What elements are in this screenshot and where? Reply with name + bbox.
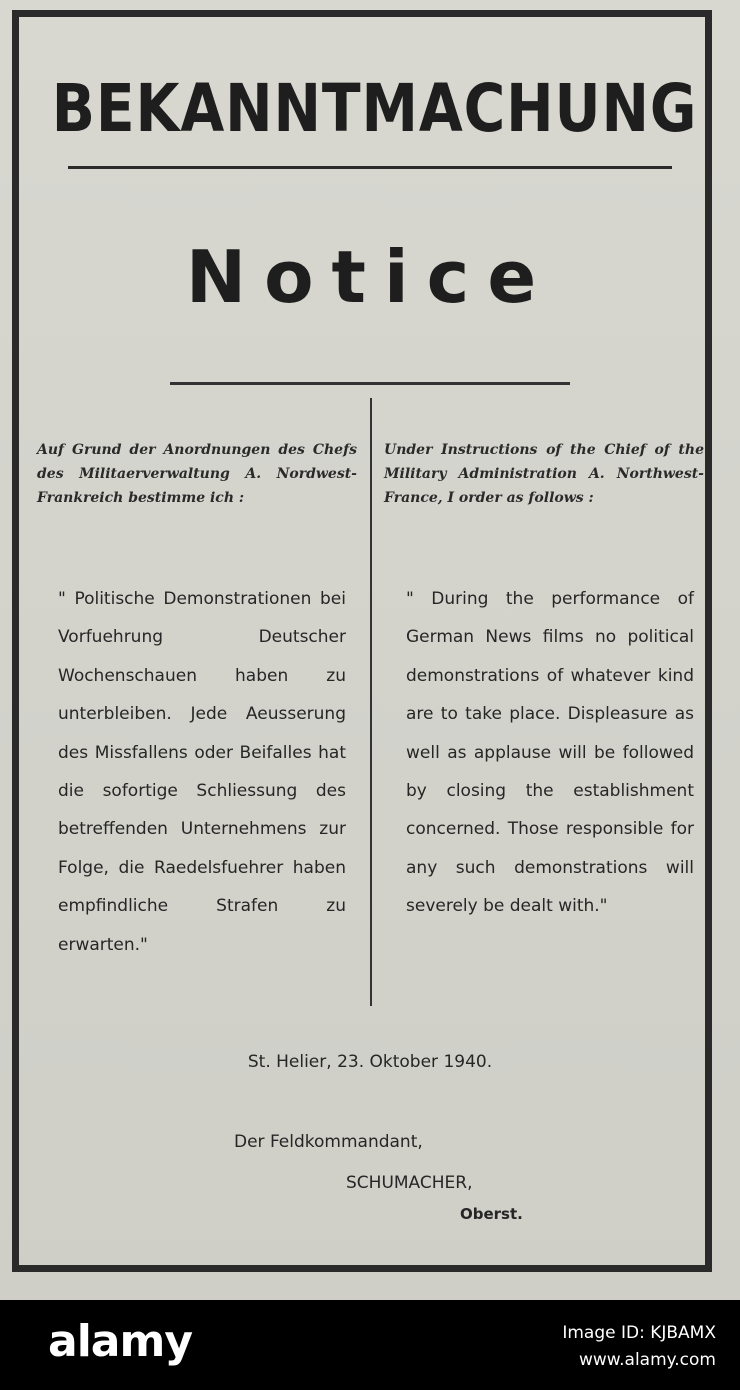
body-english: " During the performance of German News films no political demonstrations of whatever kind are to take place. Displeasure as well as applause will be followed by closing the establishment concerned. Those responsible for any such demonstrations will severely be dealt with." xyxy=(406,589,694,917)
signature-rank: Oberst. xyxy=(460,1205,523,1223)
header-english: Notice xyxy=(185,235,555,319)
image-id: Image ID: KJBAMX xyxy=(562,1323,716,1343)
intro-german: Auf Grund der Anordnungen des Chefs des Militaerverwaltung A. Nordwest-Frankreich bestimme ich : xyxy=(37,442,357,506)
title-divider xyxy=(68,166,672,169)
signature-title: Der Feldkommandant, xyxy=(234,1132,423,1152)
body-german: " Politische Demonstrationen bei Vorfuehrung Deutscher Wochenschauen haben zu unterbleiben. Jede Aeusserung des Missfallens oder Beifalles hat die sofortige Schliessung des betreffenden Unternehmens zur Folge, die Raedelsfuehrer haben empfindliche Strafen zu erwarten." xyxy=(58,589,346,955)
footer-url: www.alamy.com xyxy=(578,1350,716,1370)
section-divider xyxy=(170,382,570,385)
alamy-logo: alamy xyxy=(48,1316,192,1367)
column-divider xyxy=(370,398,372,1006)
header-german: BEKANNTMACHUNG xyxy=(51,70,698,147)
place-date: St. Helier, 23. Oktober 1940. xyxy=(247,1052,493,1072)
signature-name: SCHUMACHER, xyxy=(346,1173,473,1193)
intro-english: Under Instructions of the Chief of the Military Administration A. Northwest-France, I order as follows : xyxy=(384,442,704,506)
